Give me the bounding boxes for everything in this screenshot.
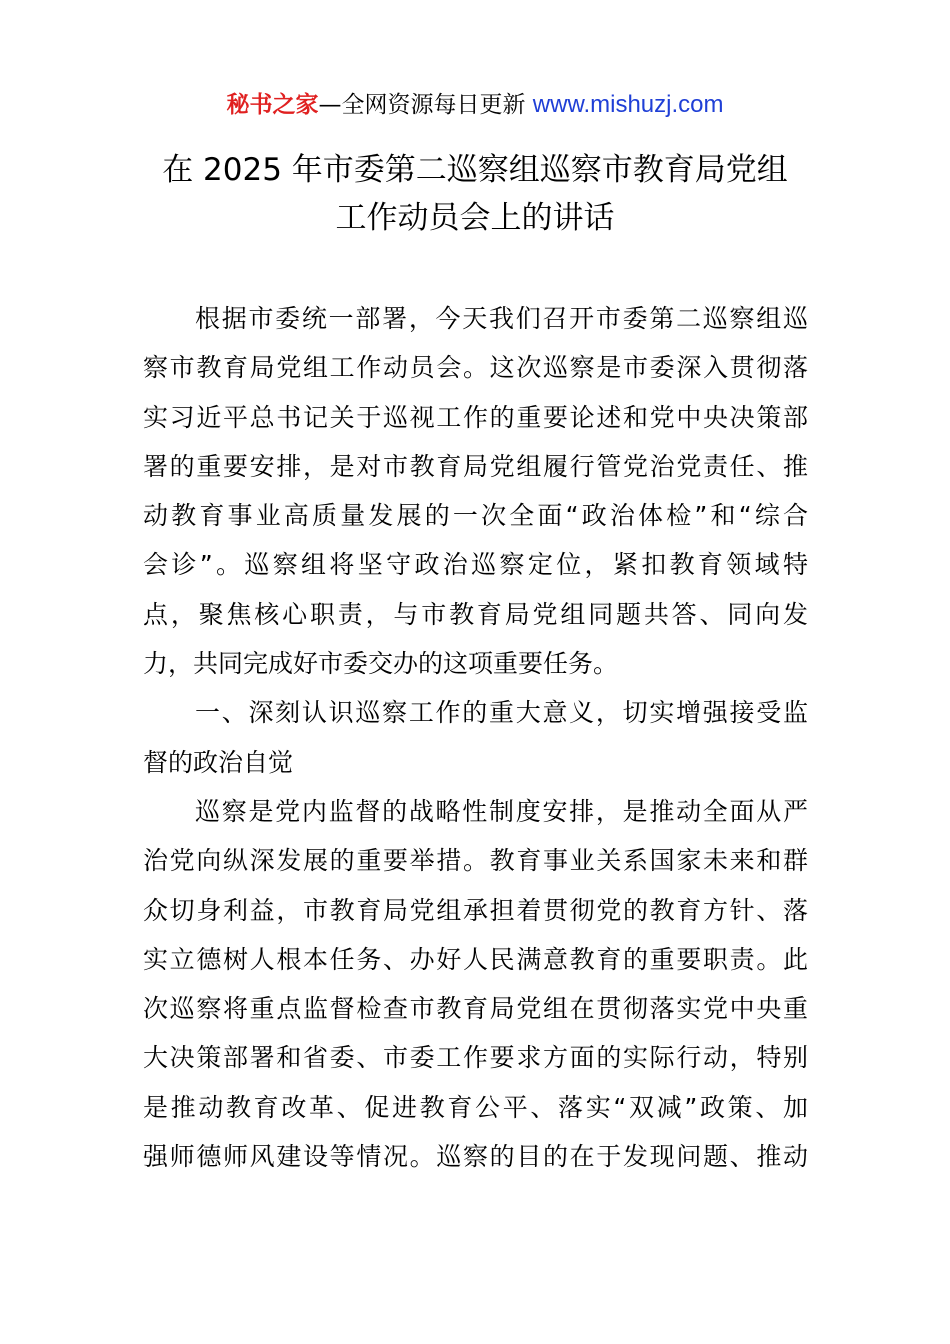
banner-tagline: —全网资源每日更新 bbox=[318, 92, 526, 118]
paragraph-line: 实立德树人根本任务、办好人民满意教育的重要职责。此 bbox=[143, 944, 808, 974]
section-heading-line: 一、深刻认识巡察工作的重大意义，切实增强接受监 bbox=[195, 698, 808, 728]
paragraph-line: 巡察是党内监督的战略性制度安排，是推动全面从严 bbox=[195, 796, 808, 826]
paragraph-line: 实习近平总书记关于巡视工作的重要论述和党中央决策部 bbox=[143, 402, 808, 432]
paragraph-line: 力，共同完成好市委交办的这项重要任务。 bbox=[143, 649, 619, 679]
site-url-link[interactable]: www.mishuzj.com bbox=[532, 91, 724, 118]
brand-name: 秘书之家 bbox=[226, 92, 319, 118]
paragraph-line: 强师德师风建设等情况。巡察的目的在于发现问题、推动 bbox=[143, 1142, 808, 1172]
document-body bbox=[143, 294, 808, 1181]
title-line-1: 在 2025 年市委第二巡察组巡察市教育局党组 bbox=[162, 152, 788, 188]
paragraph-line: 根据市委统一部署，今天我们召开市委第二巡察组巡 bbox=[195, 304, 808, 333]
paragraph-line: 治党向纵深发展的重要举措。教育事业关系国家未来和群 bbox=[143, 846, 808, 876]
paragraph-line: 动教育事业高质量发展的一次全面“政治体检”和“综合 bbox=[143, 501, 808, 531]
paragraph-line: 点，聚焦核心职责，与市教育局党组同题共答、同向发 bbox=[143, 599, 808, 629]
document-title bbox=[100, 146, 850, 242]
paragraph-line: 会诊”。巡察组将坚守政治巡察定位，紧扣教育领域特 bbox=[143, 550, 808, 580]
section-heading-line: 督的政治自觉 bbox=[143, 747, 294, 777]
paragraph-line: 大决策部署和省委、市委工作要求方面的实际行动，特别 bbox=[143, 1043, 808, 1073]
paragraph-line: 次巡察将重点监督检查市教育局党组在贯彻落实党中央重 bbox=[143, 994, 808, 1024]
paragraph-line: 署的重要安排，是对市教育局党组履行管党治党责任、推 bbox=[143, 451, 808, 481]
title-line-2: 工作动员会上的讲话 bbox=[335, 200, 615, 236]
paragraph-line: 众切身利益，市教育局党组承担着贯彻党的教育方针、落 bbox=[143, 895, 808, 925]
paragraph-line: 察市教育局党组工作动员会。这次巡察是市委深入贯彻落 bbox=[143, 353, 808, 383]
site-banner bbox=[0, 86, 950, 124]
paragraph-line: 是推动教育改革、促进教育公平、落实“双减”政策、加 bbox=[143, 1092, 808, 1122]
